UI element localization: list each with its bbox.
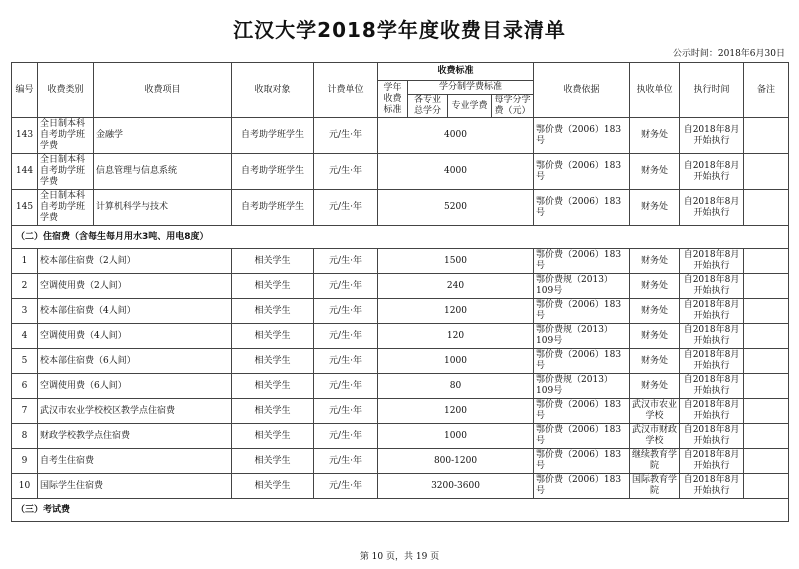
cell-basis: 鄂价费（2006）183号 — [534, 249, 630, 274]
cell-amount: 1500 — [378, 249, 534, 274]
cell-exec-time: 自2018年8月开始执行 — [680, 349, 744, 374]
cell-amount: 4000 — [378, 154, 534, 190]
table-row — [12, 249, 789, 274]
cell-no: 4 — [12, 324, 38, 349]
cell-amount: 240 — [378, 274, 534, 299]
cell-note — [744, 324, 789, 349]
cell-exec-time: 自2018年8月开始执行 — [680, 474, 744, 499]
cell-exec-unit: 继续教育学院 — [630, 449, 680, 474]
cell-no: 10 — [12, 474, 38, 499]
table-row — [12, 154, 789, 190]
section-heading-accommodation: （二）住宿费（含每生每月用水3吨、用电8度） — [12, 226, 789, 249]
cell-exec-time: 自2018年8月开始执行 — [680, 190, 744, 226]
cell-exec-time: 自2018年8月开始执行 — [680, 324, 744, 349]
cell-target: 自考助学班学生 — [232, 190, 314, 226]
cell-category: 全日制本科自考助学班学费 — [38, 118, 94, 154]
cell-item: 空调使用费（2人间） — [38, 274, 232, 299]
cell-no: 3 — [12, 299, 38, 324]
cell-item: 校本部住宿费（4人间） — [38, 299, 232, 324]
cell-target: 相关学生 — [232, 349, 314, 374]
cell-basis: 鄂价费规（2013）109号 — [534, 324, 630, 349]
cell-exec-time: 自2018年8月开始执行 — [680, 299, 744, 324]
cell-no: 1 — [12, 249, 38, 274]
cell-exec-unit: 财务处 — [630, 190, 680, 226]
section-heading-exam: （三）考试费 — [12, 499, 789, 522]
cell-basis: 鄂价费（2006）183号 — [534, 190, 630, 226]
header-no: 编号 — [12, 63, 38, 118]
header-target: 收取对象 — [232, 63, 314, 118]
cell-no: 9 — [12, 449, 38, 474]
header-note: 备注 — [744, 63, 789, 118]
table-row — [12, 399, 789, 424]
cell-amount: 1200 — [378, 399, 534, 424]
cell-note — [744, 349, 789, 374]
cell-item: 武汉市农业学校校区教学点住宿费 — [38, 399, 232, 424]
header-per-credit: 每学分学费（元） — [492, 95, 534, 118]
table-header — [12, 63, 789, 118]
cell-exec-unit: 财务处 — [630, 299, 680, 324]
table-row — [12, 474, 789, 499]
cell-note — [744, 274, 789, 299]
cell-amount: 1200 — [378, 299, 534, 324]
cell-amount: 1000 — [378, 424, 534, 449]
header-category: 收费类别 — [38, 63, 94, 118]
cell-unit: 元/生·年 — [314, 249, 378, 274]
header-credit-system: 学分制学费标准 — [408, 81, 534, 95]
cell-exec-unit: 财务处 — [630, 154, 680, 190]
cell-unit: 元/生·年 — [314, 474, 378, 499]
cell-target: 相关学生 — [232, 374, 314, 399]
cell-no: 8 — [12, 424, 38, 449]
cell-note — [744, 424, 789, 449]
header-exec-unit: 执收单位 — [630, 63, 680, 118]
cell-basis: 鄂价费（2006）183号 — [534, 399, 630, 424]
cell-category: 全日制本科自考助学班学费 — [38, 154, 94, 190]
cell-basis: 鄂价费（2006）183号 — [534, 118, 630, 154]
cell-exec-time: 自2018年8月开始执行 — [680, 118, 744, 154]
cell-unit: 元/生·年 — [314, 274, 378, 299]
table-row — [12, 299, 789, 324]
header-exec-time: 执行时间 — [680, 63, 744, 118]
cell-unit: 元/生·年 — [314, 324, 378, 349]
cell-note — [744, 374, 789, 399]
header-total-credit: 各专业总学分 — [408, 95, 448, 118]
cell-item: 校本部住宿费（6人间） — [38, 349, 232, 374]
cell-unit: 元/生·年 — [314, 374, 378, 399]
table-row — [12, 118, 789, 154]
fee-table — [11, 62, 789, 522]
header-basis: 收费依据 — [534, 63, 630, 118]
cell-exec-unit: 财务处 — [630, 349, 680, 374]
cell-no: 6 — [12, 374, 38, 399]
cell-unit: 元/生·年 — [314, 190, 378, 226]
cell-target: 相关学生 — [232, 399, 314, 424]
cell-basis: 鄂价费规（2013）109号 — [534, 274, 630, 299]
table-row — [12, 374, 789, 399]
cell-amount: 4000 — [378, 118, 534, 154]
cell-target: 相关学生 — [232, 474, 314, 499]
cell-exec-time: 自2018年8月开始执行 — [680, 449, 744, 474]
cell-exec-unit: 财务处 — [630, 274, 680, 299]
cell-exec-time: 自2018年8月开始执行 — [680, 424, 744, 449]
cell-basis: 鄂价费（2006）183号 — [534, 474, 630, 499]
header-unit: 计费单位 — [314, 63, 378, 118]
cell-item: 信息管理与信息系统 — [94, 154, 232, 190]
cell-no: 7 — [12, 399, 38, 424]
cell-exec-unit: 财务处 — [630, 374, 680, 399]
cell-note — [744, 299, 789, 324]
cell-exec-unit: 武汉市财政学校 — [630, 424, 680, 449]
cell-note — [744, 249, 789, 274]
cell-target: 相关学生 — [232, 274, 314, 299]
header-item: 收费项目 — [94, 63, 232, 118]
cell-no: 145 — [12, 190, 38, 226]
header-yearly: 学年收费标准 — [378, 81, 408, 118]
cell-note — [744, 474, 789, 499]
cell-note — [744, 154, 789, 190]
section-row — [12, 226, 789, 249]
cell-target: 相关学生 — [232, 324, 314, 349]
table-row — [12, 190, 789, 226]
cell-category: 全日制本科自考助学班学费 — [38, 190, 94, 226]
cell-exec-time: 自2018年8月开始执行 — [680, 274, 744, 299]
cell-unit: 元/生·年 — [314, 118, 378, 154]
cell-unit: 元/生·年 — [314, 424, 378, 449]
cell-unit: 元/生·年 — [314, 349, 378, 374]
cell-exec-unit: 武汉市农业学校 — [630, 399, 680, 424]
cell-target: 相关学生 — [232, 424, 314, 449]
cell-basis: 鄂价费（2006）183号 — [534, 349, 630, 374]
cell-amount: 5200 — [378, 190, 534, 226]
cell-item: 计算机科学与技术 — [94, 190, 232, 226]
cell-unit: 元/生·年 — [314, 299, 378, 324]
table-row — [12, 424, 789, 449]
document-title: 江汉大学2018学年度收费目录清单 — [233, 18, 566, 42]
table-row — [12, 349, 789, 374]
cell-amount: 1000 — [378, 349, 534, 374]
cell-item: 财政学校教学点住宿费 — [38, 424, 232, 449]
cell-item: 空调使用费（4人间） — [38, 324, 232, 349]
cell-amount: 80 — [378, 374, 534, 399]
cell-no: 143 — [12, 118, 38, 154]
table-row — [12, 324, 789, 349]
cell-basis: 鄂价费（2006）183号 — [534, 299, 630, 324]
cell-item: 校本部住宿费（2人间） — [38, 249, 232, 274]
cell-note — [744, 118, 789, 154]
cell-unit: 元/生·年 — [314, 154, 378, 190]
publish-date: 公示时间：2018年6月30日 — [672, 49, 785, 59]
cell-item: 国际学生住宿费 — [38, 474, 232, 499]
cell-basis: 鄂价费规（2013）109号 — [534, 374, 630, 399]
cell-no: 144 — [12, 154, 38, 190]
cell-note — [744, 190, 789, 226]
cell-exec-time: 自2018年8月开始执行 — [680, 249, 744, 274]
table-body — [12, 118, 789, 522]
cell-item: 空调使用费（6人间） — [38, 374, 232, 399]
cell-no: 5 — [12, 349, 38, 374]
cell-exec-time: 自2018年8月开始执行 — [680, 399, 744, 424]
cell-exec-unit: 财务处 — [630, 249, 680, 274]
cell-no: 2 — [12, 274, 38, 299]
page-footer: 第 10 页，共 19 页 — [359, 552, 440, 562]
cell-item: 自考生住宿费 — [38, 449, 232, 474]
cell-basis: 鄂价费（2006）183号 — [534, 154, 630, 190]
cell-amount: 120 — [378, 324, 534, 349]
section-row — [12, 499, 789, 522]
header-standard: 收费标准 — [378, 63, 534, 81]
cell-exec-unit: 国际教育学院 — [630, 474, 680, 499]
cell-target: 相关学生 — [232, 449, 314, 474]
cell-amount: 800-1200 — [378, 449, 534, 474]
table-row — [12, 274, 789, 299]
table-row — [12, 449, 789, 474]
header-major-fee: 专业学费 — [448, 95, 492, 118]
cell-target: 相关学生 — [232, 249, 314, 274]
cell-exec-time: 自2018年8月开始执行 — [680, 154, 744, 190]
cell-basis: 鄂价费（2006）183号 — [534, 449, 630, 474]
cell-note — [744, 449, 789, 474]
cell-note — [744, 399, 789, 424]
cell-unit: 元/生·年 — [314, 449, 378, 474]
cell-target: 相关学生 — [232, 299, 314, 324]
cell-exec-unit: 财务处 — [630, 324, 680, 349]
cell-target: 自考助学班学生 — [232, 154, 314, 190]
cell-amount: 3200-3600 — [378, 474, 534, 499]
cell-exec-time: 自2018年8月开始执行 — [680, 374, 744, 399]
cell-exec-unit: 财务处 — [630, 118, 680, 154]
cell-unit: 元/生·年 — [314, 399, 378, 424]
cell-target: 自考助学班学生 — [232, 118, 314, 154]
cell-item: 金融学 — [94, 118, 232, 154]
cell-basis: 鄂价费（2006）183号 — [534, 424, 630, 449]
